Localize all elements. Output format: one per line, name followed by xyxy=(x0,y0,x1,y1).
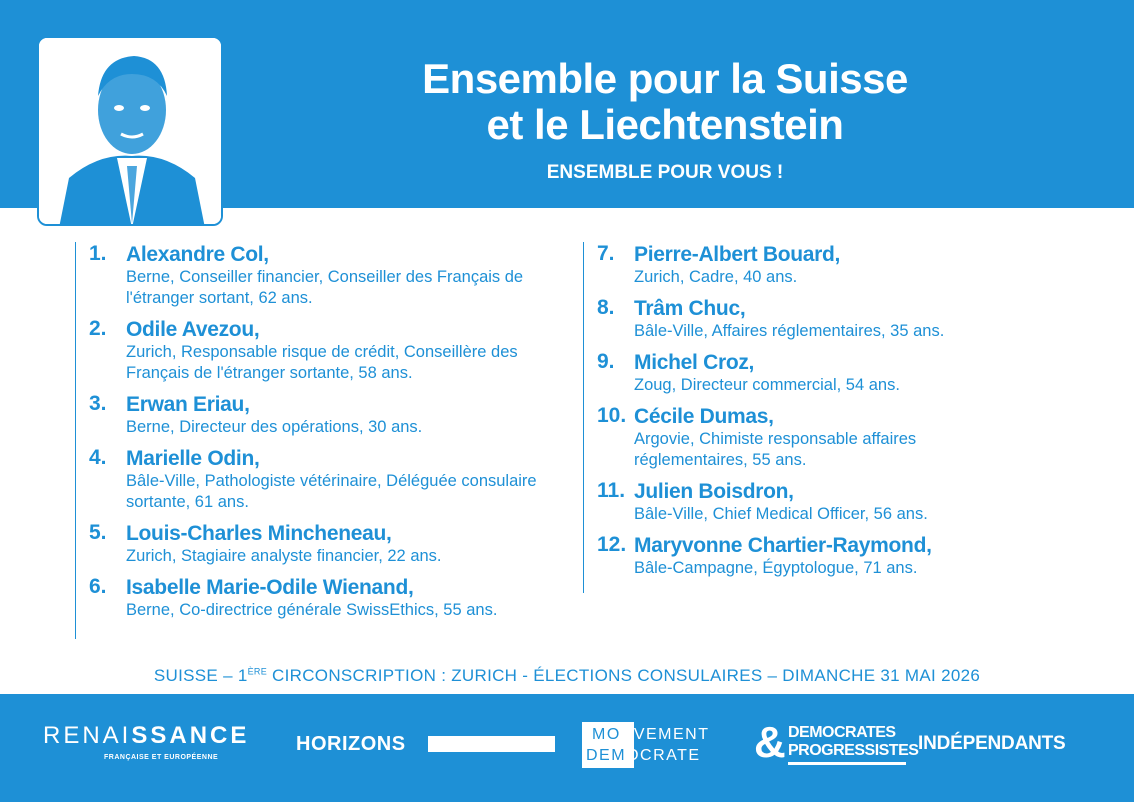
demprog-underline xyxy=(788,762,906,765)
candidate-description: Zoug, Directeur commercial, 54 ans. xyxy=(634,376,900,394)
title-line-1: Ensemble pour la Suisse xyxy=(422,55,908,102)
demprog-line-2: PROGRESSISTES xyxy=(788,742,919,759)
candidate-name: Erwan Eriau, xyxy=(126,393,250,416)
candidate-description: Bâle-Campagne, Égyptologue, 71 ans. xyxy=(634,559,918,577)
candidate-item xyxy=(76,446,581,513)
candidate-number: 3. xyxy=(89,392,107,415)
candidate-name: Michel Croz, xyxy=(634,351,755,374)
renaissance-logo-b: SSANCE xyxy=(131,722,250,749)
ampersand-icon: & xyxy=(754,718,786,767)
candidate-item xyxy=(584,296,1024,342)
candidate-number: 12. xyxy=(597,533,627,556)
mouvement-democrate-logo xyxy=(582,722,732,768)
modem-line-1: MOUVEMENT xyxy=(592,726,710,743)
candidate-list-left xyxy=(75,242,581,639)
candidate-description: Zurich, Cadre, 40 ans. xyxy=(634,268,798,286)
candidate-number: 10. xyxy=(597,404,627,427)
footer-logos-banner xyxy=(0,694,1134,802)
candidate-name: Odile Avezou, xyxy=(126,318,260,341)
candidate-item xyxy=(76,575,581,621)
election-info-line xyxy=(0,666,1134,686)
candidate-description: Bâle-Ville, Pathologiste vétérinaire, Déléguée consulaire sortante, 61 ans. xyxy=(126,472,537,511)
renaissance-logo xyxy=(43,722,249,750)
candidate-name: Alexandre Col, xyxy=(126,243,269,266)
candidate-description: Argovie, Chimiste responsable affaires réglementaires, 55 ans. xyxy=(634,430,917,469)
candidate-item xyxy=(584,404,1024,471)
poster-subtitle: ENSEMBLE POUR VOUS ! xyxy=(546,162,784,183)
portrait-image xyxy=(39,38,223,226)
candidate-name: Julien Boisdron, xyxy=(634,480,794,503)
candidate-item xyxy=(76,317,581,384)
candidate-name: Marielle Odin, xyxy=(126,447,260,470)
renaissance-logo-a: RENAI xyxy=(43,722,132,749)
candidate-name: Isabelle Marie-Odile Wienand, xyxy=(126,576,414,599)
candidate-number: 9. xyxy=(597,350,615,373)
election-info-part2: CIRCONSCRIPTION : ZURICH - ÉLECTIONS CONSULAIRES – DIMANCHE 31 MAI 2026 xyxy=(267,666,981,685)
candidate-description: Berne, Co-directrice générale SwissEthics, 55 ans. xyxy=(126,601,498,619)
candidate-number: 8. xyxy=(597,296,615,319)
renaissance-logo-subtitle: FRANÇAISE ET EUROPÉENNE xyxy=(104,754,219,761)
candidate-item xyxy=(584,479,1024,525)
candidate-name: Maryvonne Chartier-Raymond, xyxy=(634,534,932,557)
candidate-item xyxy=(584,242,1024,288)
candidate-number: 6. xyxy=(89,575,107,598)
poster-title xyxy=(300,56,1030,148)
candidate-name: Louis-Charles Mincheneau, xyxy=(126,522,392,545)
candidate-item xyxy=(584,350,1024,396)
election-info-part1: SUISSE – 1 xyxy=(153,666,248,685)
horizons-logo: HORIZONS xyxy=(296,733,406,755)
candidate-item xyxy=(76,521,581,567)
demprog-line-1: DEMOCRATES xyxy=(788,724,896,741)
candidate-name: Trâm Chuc, xyxy=(634,297,746,320)
candidate-number: 1. xyxy=(89,242,107,265)
candidate-name: Pierre-Albert Bouard, xyxy=(634,243,841,266)
candidate-name: Cécile Dumas, xyxy=(634,405,774,428)
modem-line-2: DEMOCRATE xyxy=(586,747,701,764)
independants-logo: INDÉPENDANTS xyxy=(918,733,1066,754)
candidate-number: 4. xyxy=(89,446,107,469)
candidate-description: Bâle-Ville, Chief Medical Officer, 56 ans. xyxy=(634,505,928,523)
candidate-description: Berne, Directeur des opérations, 30 ans. xyxy=(126,418,423,436)
candidate-description: Zurich, Stagiaire analyste financier, 22 ans. xyxy=(126,547,442,565)
democrates-progressistes-logo xyxy=(754,718,919,770)
horizons-logo-bar xyxy=(428,736,555,752)
candidate-description: Bâle-Ville, Affaires réglementaires, 35 ans. xyxy=(634,322,945,340)
candidate-number: 11. xyxy=(597,479,626,502)
candidate-description: Zurich, Responsable risque de crédit, Conseillère des Français de l'étranger sortante, 58 ans. xyxy=(126,343,518,382)
candidate-number: 2. xyxy=(89,317,107,340)
candidate-portrait xyxy=(37,36,223,226)
candidate-number: 5. xyxy=(89,521,107,544)
candidate-item xyxy=(76,392,581,438)
candidate-list-right xyxy=(583,242,1024,593)
election-info-sup: ÈRE xyxy=(247,666,268,677)
candidate-item xyxy=(584,533,1024,579)
candidate-number: 7. xyxy=(597,242,615,265)
candidate-item xyxy=(76,242,581,309)
candidate-description: Berne, Conseiller financier, Conseiller des Français de l'étranger sortant, 62 ans. xyxy=(126,268,524,307)
title-line-2: et le Liechtenstein xyxy=(486,101,844,148)
